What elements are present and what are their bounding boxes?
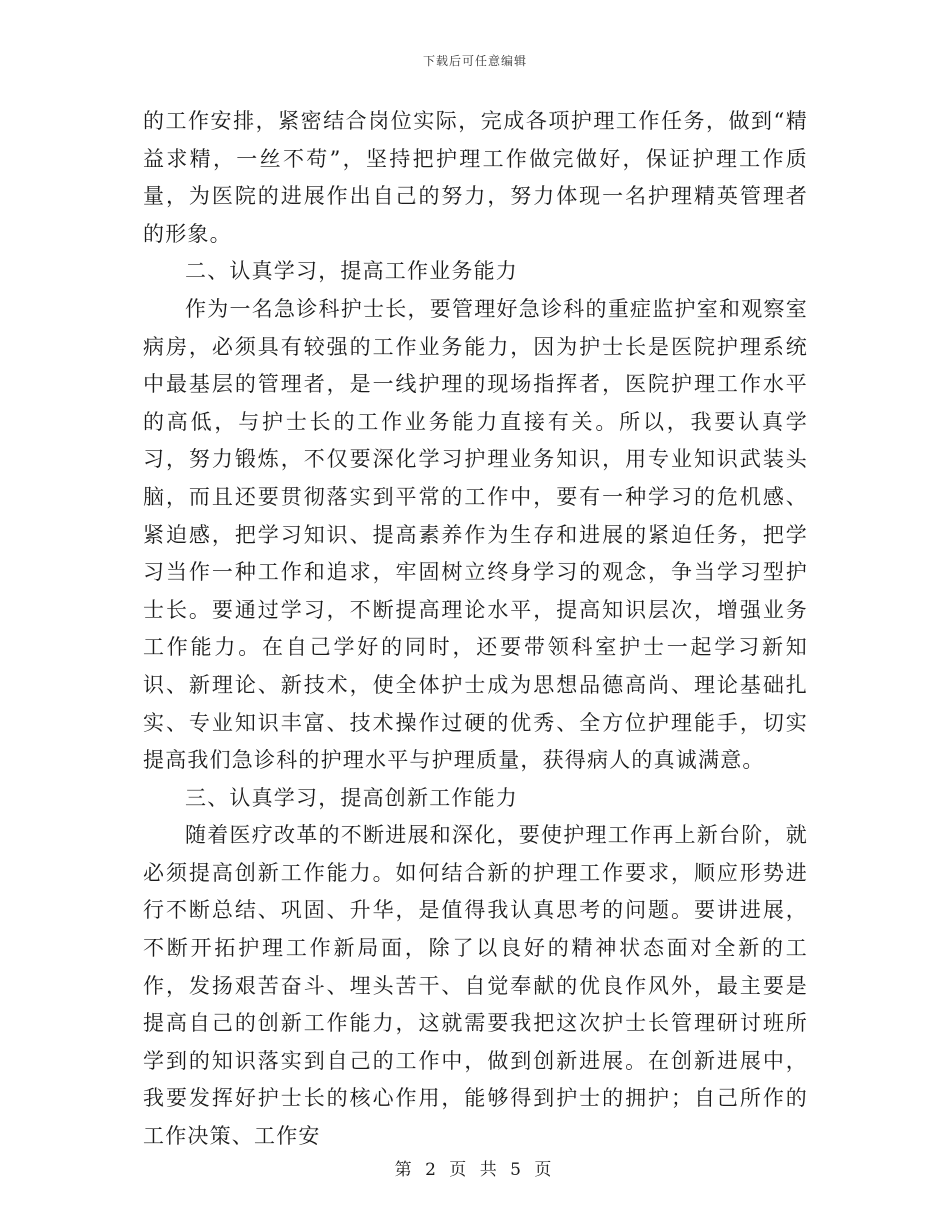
paragraph-innovation-ability: 随着医疗改革的不断进展和深化，要使护理工作再上新台阶，就必须提高创新工作能力。如何结合新的护理工作要求，顺应形势进行不断总结、巩固、升华，是值得我认真思考的问题。要讲进展，不断开拓护理工作新局面，除了以良好的精神状态面对全新的工作，发扬艰苦奋斗、埋头苦干、自觉奉献的优良作风外，最主要是提高自己的创新工作能力，这就需要我把这次护士长管理研讨班所学到的知识落实到自己的工作中，做到创新进展。在创新进展中，我要发挥好护士长的核心作用，能够得到护士的拥护；自己所作的工作决策、工作安 — [143, 823, 808, 1149]
page-header: 下载后可任意编辑 — [422, 54, 527, 68]
section-heading-2: 二、认真学习，提高工作业务能力 — [185, 259, 518, 284]
page-number-footer: 第 2 页 共 5 页 — [394, 1160, 556, 1180]
paragraph-business-ability: 作为一名急诊科护士长，要管理好急诊科的重症监护室和观察室病房，必须具有较强的工作业务能力，因为护士长是医院护理系统中最基层的管理者，是一线护理的现场指挥者，医院护理工作水平的高低，与护士长的工作业务能力直接有关。所以，我要认真学习，努力锻炼，不仅要深化学习护理业务知识，用专业知识武装头脑，而且还要贯彻落实到平常的工作中，要有一种学习的危机感、紧迫感，把学习知识、提高素养作为生存和进展的紧迫任务，把学习当作一种工作和追求，牢固树立终身学习的观念，争当学习型护士长。要通过学习，不断提高理论水平，提高知识层次，增强业务工作能力。在自己学好的同时，还要带领科室护士一起学习新知识、新理论、新技术，使全体护士成为思想品德高尚、理论基础扎实、专业知识丰富、技术操作过硬的优秀、全方位护理能手，切实提高我们急诊科的护理水平与护理质量，获得病人的真诚满意。 — [143, 296, 808, 773]
document-body — [143, 103, 808, 1156]
section-heading-3: 三、认真学习，提高创新工作能力 — [185, 785, 518, 810]
paragraph-continuation: 的工作安排，紧密结合岗位实际，完成各项护理工作任务，做到“精益求精，一丝不苟”，坚持把护理工作做完做好，保证护理工作质量，为医院的进展作出自己的努力，努力体现一名护理精英管理者的形象。 — [143, 109, 808, 246]
